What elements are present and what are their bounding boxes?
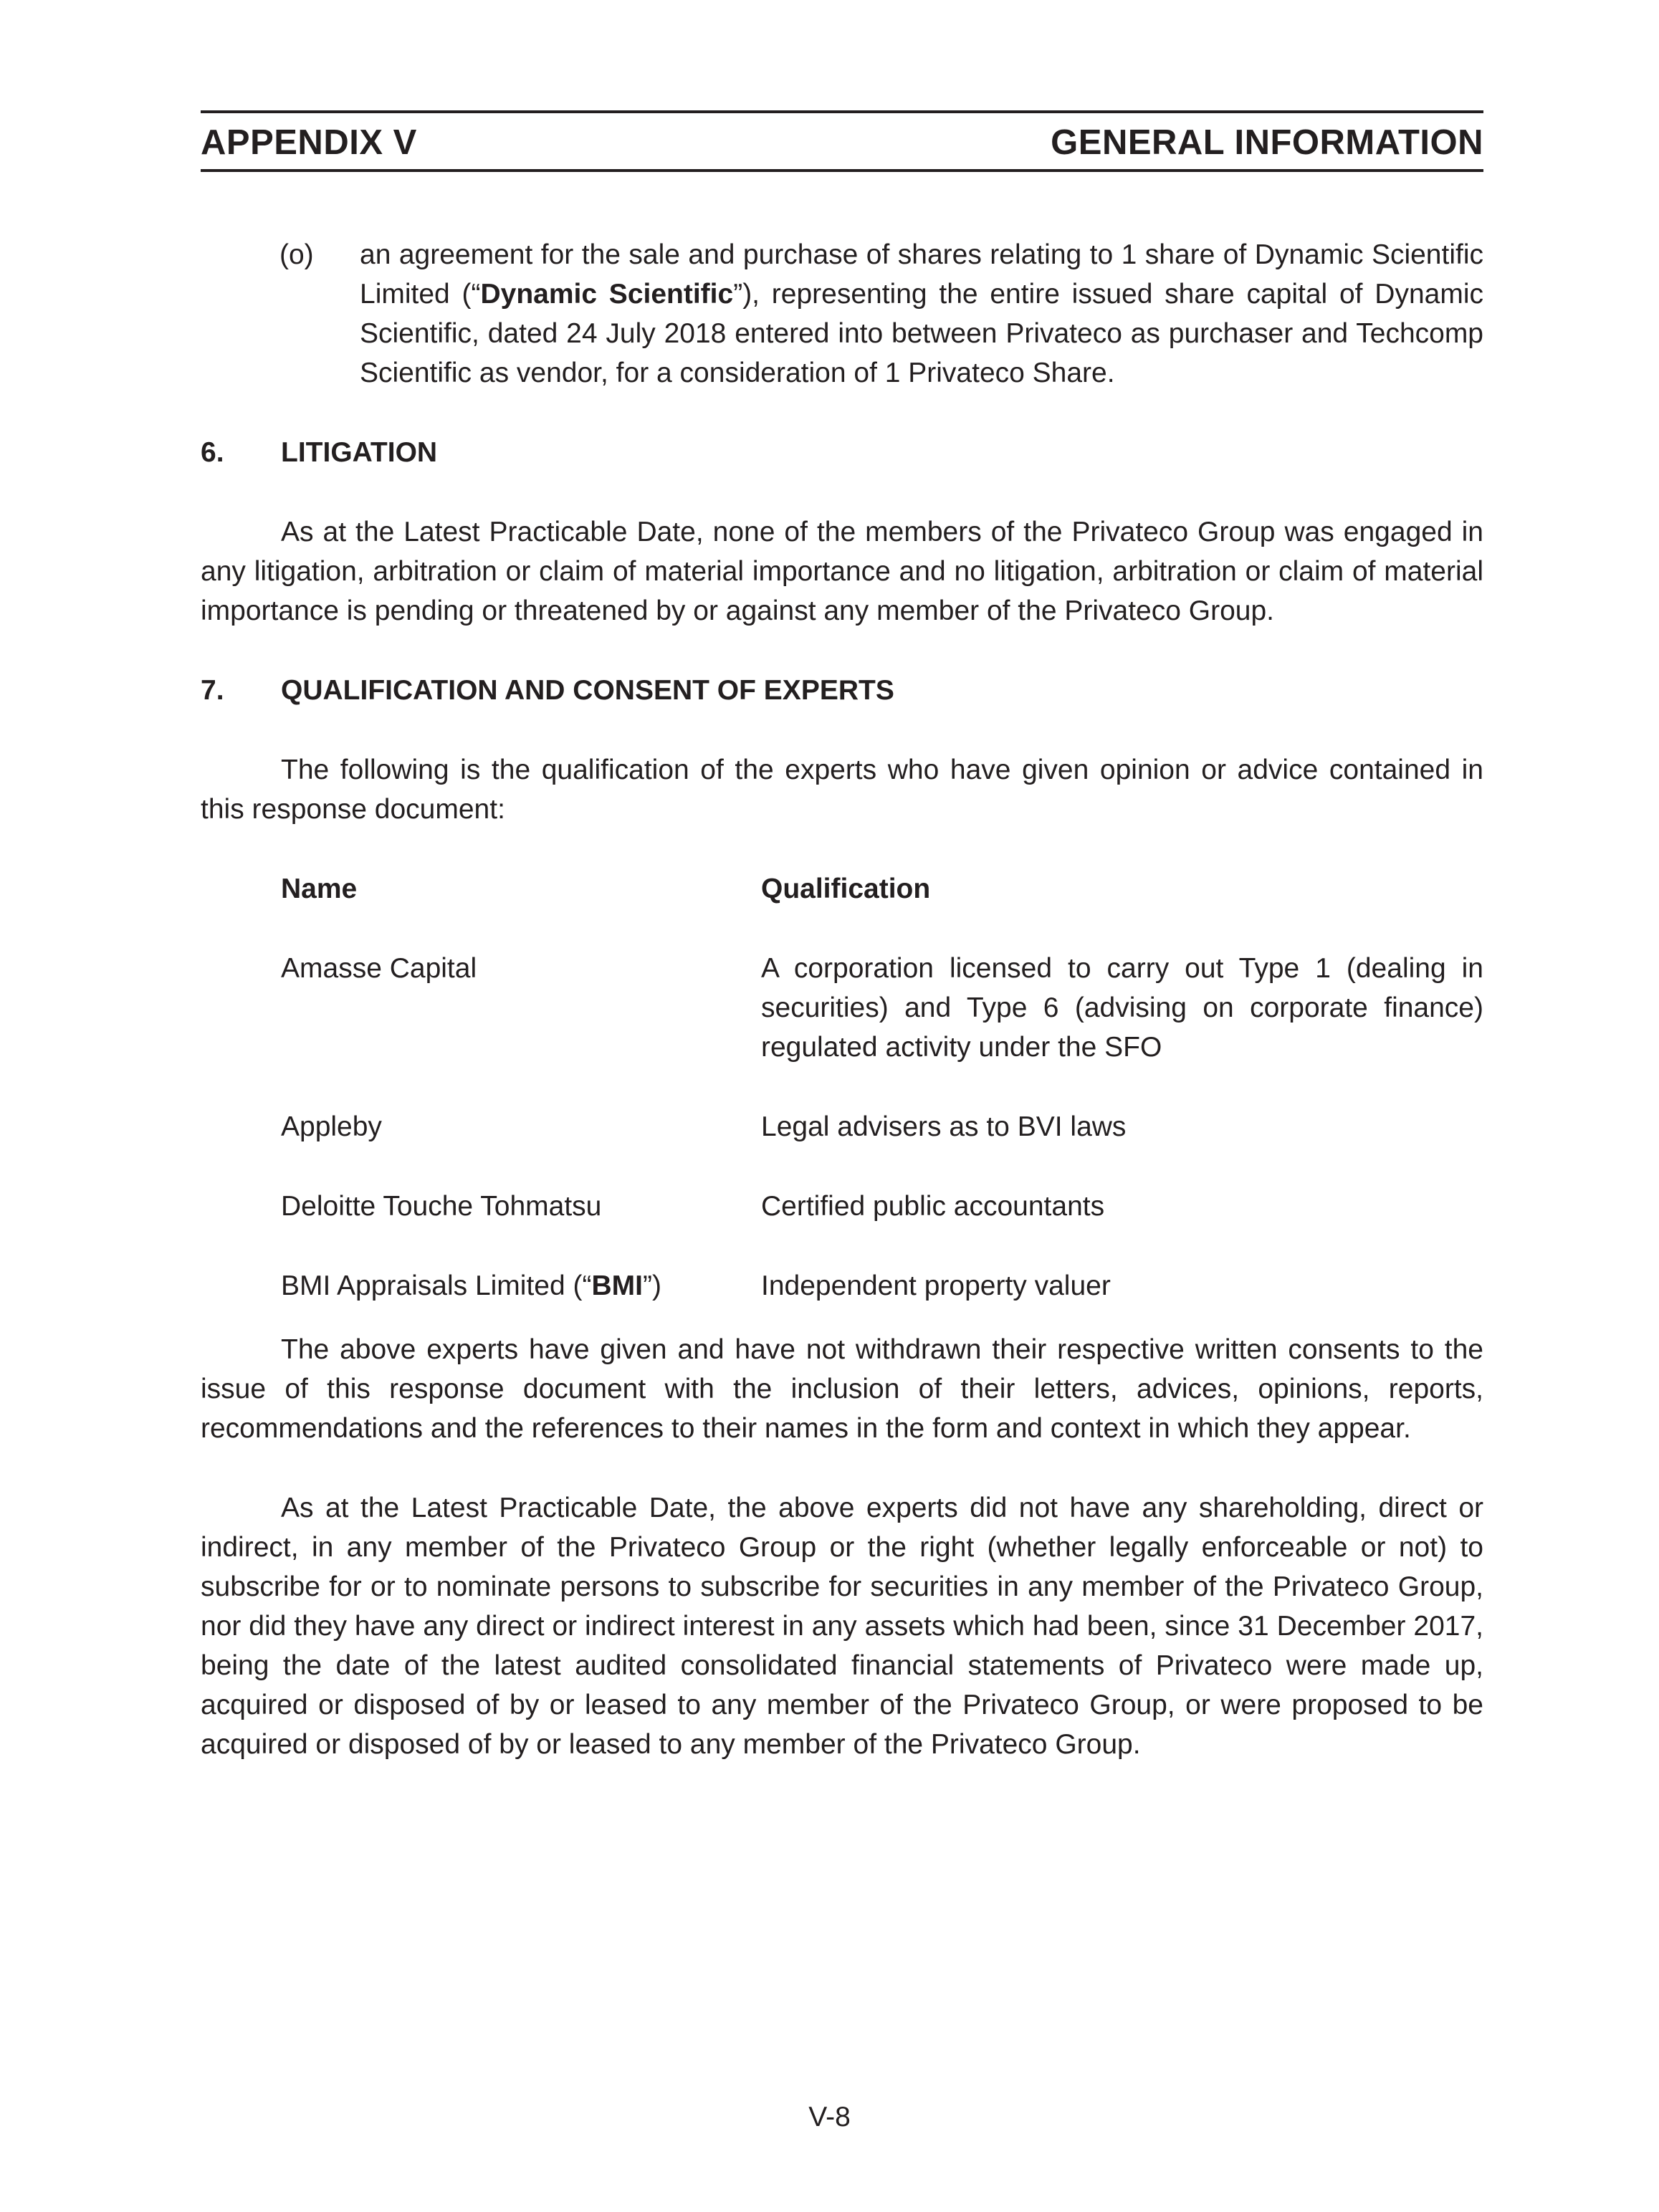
experts-table-header xyxy=(281,869,1483,909)
section-number: 6. xyxy=(201,437,224,468)
expert-name: Deloitte Touche Tohmatsu xyxy=(281,1191,602,1222)
list-item-label: (o) xyxy=(279,239,314,270)
section-number: 7. xyxy=(201,675,224,706)
section-title-text: LITIGATION xyxy=(281,437,438,468)
table-row xyxy=(281,949,1483,1067)
interest-paragraph: As at the Latest Practicable Date, the above experts did not have any shareholding, direct or indirect, in any member of the Privateco Group or the right (whether legally enforceable or not) to subscribe for or to nominate persons to subscribe for securities in any member of the Privateco Group, nor did they have any direct or indirect interest in any assets which had been, since 31 December 2017, being the date of the latest audited consolidated financial statements of Privateco were made up, acquired or disposed of by or leased to any member of the Privateco Group, or were proposed to be acquired or disposed of by or leased to any member of the Privateco Group. xyxy=(201,1493,1483,1760)
table-row xyxy=(281,1266,1483,1306)
section-title-text: QUALIFICATION AND CONSENT OF EXPERTS xyxy=(281,675,894,706)
page-number: V-8 xyxy=(808,2102,851,2132)
page-content xyxy=(201,235,1483,1804)
expert-qualification: A corporation licensed to carry out Type 1 (dealing in securities) and Type 6 (advising on corporate finance) regulated activity under the SFO xyxy=(761,953,1483,1063)
list-item-text-part1: an agreement for the sale and purchase of shares relating to 1 share of Dynamic Scientific Limited (“ xyxy=(360,239,1483,310)
expert-name: Appleby xyxy=(281,1111,382,1142)
experts-table xyxy=(281,869,1483,1306)
table-row xyxy=(281,1187,1483,1226)
expert-name-prefix: BMI Appraisals Limited (“ xyxy=(281,1270,592,1301)
section-heading-experts xyxy=(201,671,1483,710)
litigation-paragraph: As at the Latest Practicable Date, none of the members of the Privateco Group was engaged in any litigation, arbitration or claim of material importance and no litigation, arbitration or claim of material importance is pending or threatened by or against any member of the Privateco Group. xyxy=(201,517,1483,626)
expert-name: Amasse Capital xyxy=(281,953,477,984)
list-item-text-part2: ”), representing the entire issued share capital of Dynamic Scientific, dated 24 July 2018 entered into between Privateco as purchaser and Techcomp Scientific as vendor, for a consideration of 1 Privateco Share. xyxy=(360,279,1483,388)
table-row xyxy=(281,1107,1483,1146)
expert-name-suffix: ”) xyxy=(642,1270,661,1301)
expert-qualification: Legal advisers as to BVI laws xyxy=(761,1111,1127,1142)
appendix-title: APPENDIX V xyxy=(201,123,417,162)
column-header-name: Name xyxy=(281,873,358,904)
list-item-o xyxy=(201,235,1483,393)
section-title: GENERAL INFORMATION xyxy=(1051,123,1483,162)
column-header-qualification: Qualification xyxy=(761,873,931,904)
experts-intro-paragraph: The following is the qualification of the experts who have given opinion or advice contained in this response document: xyxy=(201,755,1483,825)
defined-term-dynamic-scientific: Dynamic Scientific xyxy=(480,279,734,310)
expert-qualification: Certified public accountants xyxy=(761,1191,1105,1222)
consent-paragraph: The above experts have given and have not withdrawn their respective written consents to the issue of this response document with the inclusion of their letters, advices, opinions, reports, recommendations and the references to their names in the form and context in which they appear. xyxy=(201,1334,1483,1444)
expert-qualification: Independent property valuer xyxy=(761,1270,1111,1301)
list-item-text xyxy=(360,235,1483,393)
defined-term-bmi: BMI xyxy=(591,1270,643,1301)
expert-name xyxy=(281,1266,761,1306)
section-heading-litigation xyxy=(201,433,1483,472)
page-header xyxy=(201,110,1483,172)
